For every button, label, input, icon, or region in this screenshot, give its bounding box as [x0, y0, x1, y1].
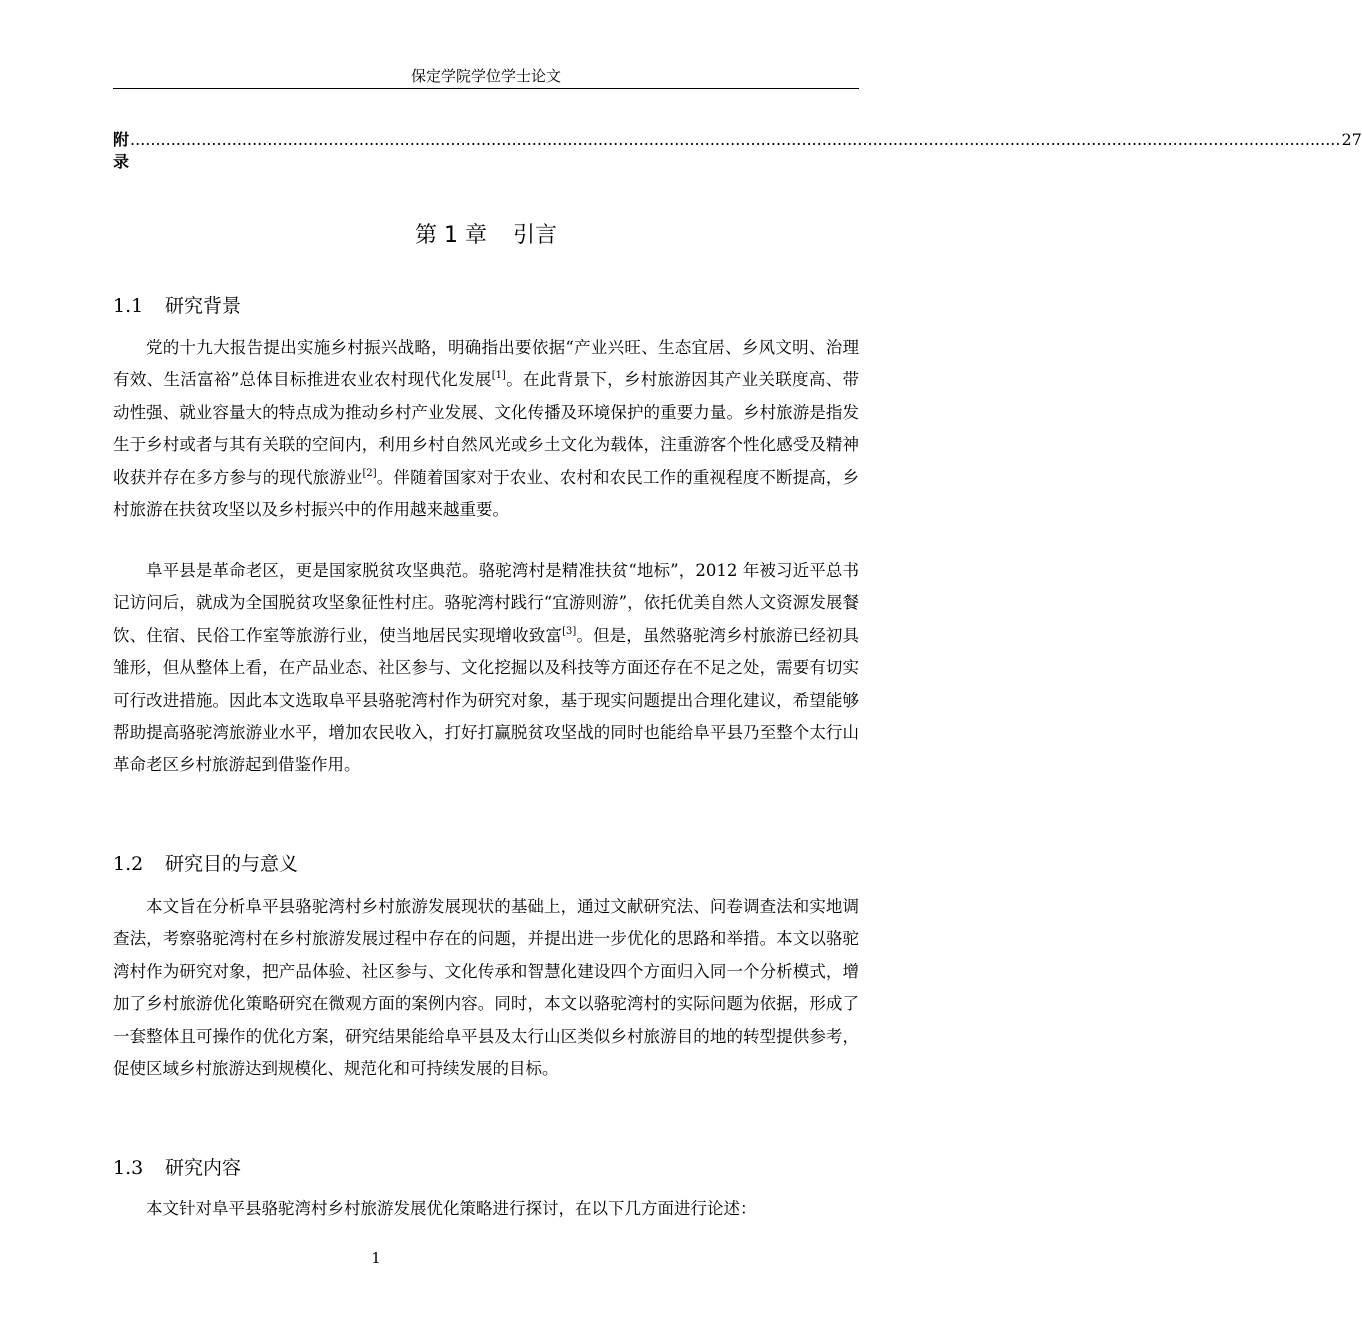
section-heading-1-2: [113, 850, 859, 878]
page-number: 1: [371, 1249, 381, 1267]
section-heading-1-1: [113, 292, 859, 320]
section-number: 1.2: [113, 853, 144, 875]
toc-label: 附录: [113, 130, 130, 171]
chapter-title: 引言: [512, 223, 557, 248]
section-heading-1-3: [113, 1154, 859, 1182]
paragraph: 本文针对阜平县骆驼湾村乡村旅游发展优化策略进行探讨，在以下几方面进行论述：: [146, 1199, 757, 1218]
section-number: 1.1: [113, 295, 144, 317]
header-rule: [113, 88, 859, 89]
chapter-number: 第 1 章: [415, 223, 487, 248]
section-number: 1.3: [113, 1157, 144, 1179]
citation: [1]: [491, 370, 506, 382]
toc-entry-appendix[interactable]: [113, 129, 1362, 173]
toc-page-number: 27: [1341, 130, 1362, 149]
citation: [3]: [562, 625, 577, 637]
citation: [2]: [362, 467, 377, 479]
section-title: 研究内容: [165, 1157, 242, 1179]
section-title: 研究背景: [165, 295, 242, 317]
toc-leader-dots: ..............................................................................................................................................................................................................................................: [130, 130, 1341, 149]
paragraph: 本文旨在分析阜平县骆驼湾村乡村旅游发展现状的基础上，通过文献研究法、问卷调查法和实地调查法，考察骆驼湾村在乡村旅游发展过程中存在的问题，并提出进一步优化的思路和举措。本文以骆驼湾村作为研究对象，把产品体验、社区参与、文化传承和智慧化建设四个方面归入同一个分析模式，增加了乡村旅游优化策略研究在微观方面的案例内容。同时，本文以骆驼湾村的实际问题为依据，形成了一套整体且可操作的优化方案，研究结果能给阜平县及太行山区类似乡村旅游目的地的转型提供参考，促使区域乡村旅游达到规模化、规范化和可持续发展的目标。: [113, 897, 859, 1079]
paragraph: 党的十九大报告提出实施乡村振兴战略，明确指出要依据“产业兴旺、生态宜居、乡风文明、治理有效、生活富裕”总体目标推进农业农村现代化发展[1]。在此背景下，乡村旅游因其产业关联度高、带动性强、就业容量大的特点成为推动乡村产业发展、文化传播及环境保护的重要力量。乡村旅游是指发生于乡村或者与其有关联的空间内，利用乡村自然风光或乡土文化为载体，注重游客个性化感受及精神收获并存在多方参与的现代旅游业[2]。伴随着国家对于农业、农村和农民工作的重视程度不断提高，乡村旅游在扶贫攻坚以及乡村振兴中的作用越来越重要。: [113, 338, 860, 520]
section-title: 研究目的与意义: [165, 853, 299, 875]
paragraph: 阜平县是革命老区，更是国家脱贫攻坚典范。骆驼湾村是精准扶贫“地标”，2012 年被习近平总书记访问后，就成为全国脱贫攻坚象征性村庄。骆驼湾村践行“宜游则游”，依托优美自然人文资源发展餐饮、住宿、民俗工作室等旅游行业，使当地居民实现增收致富[3]。但是，虽然骆驼湾乡村旅游已经初具雏形，但从整体上看，在产品业态、社区参与、文化挖掘以及科技等方面还存在不足之处，需要有切实可行改进措施。因此本文选取阜平县骆驼湾村作为研究对象，基于现实问题提出合理化建议，希望能够帮助提高骆驼湾旅游业水平，增加农民收入，打好打赢脱贫攻坚战的同时也能给阜平县乃至整个太行山革命老区乡村旅游起到借鉴作用。: [113, 561, 860, 775]
chapter-heading: [113, 220, 859, 252]
running-header: 保定学院学位学士论文: [410, 67, 561, 85]
